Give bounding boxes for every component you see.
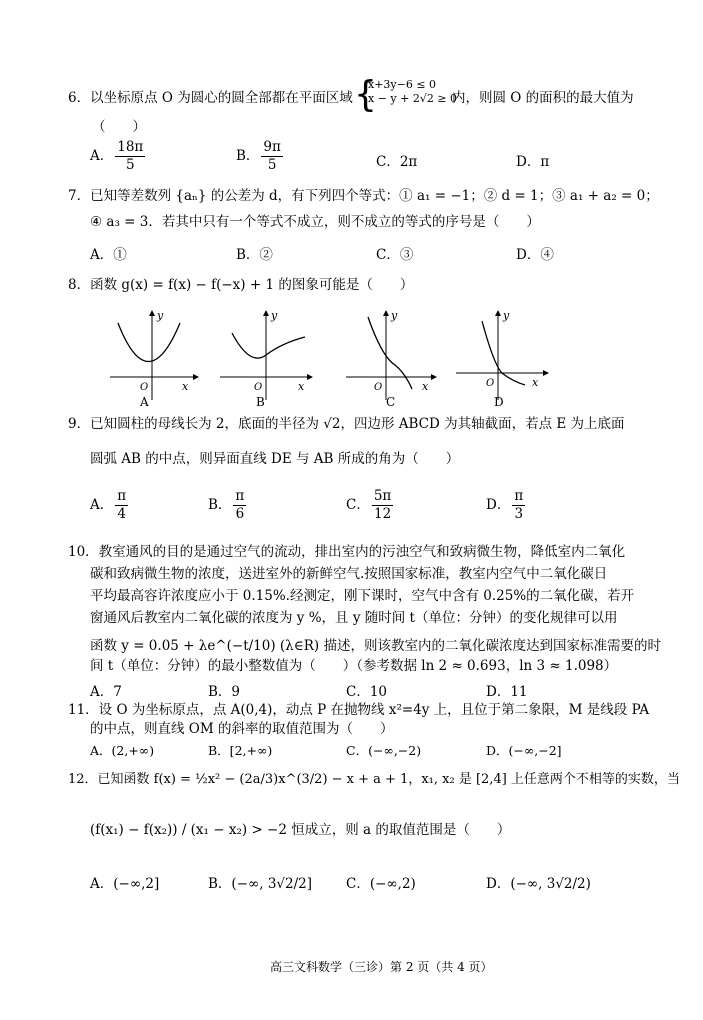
q8-graphs bbox=[100, 305, 560, 410]
q6-option-d-label: D． bbox=[516, 154, 541, 170]
q6-option-a[interactable] bbox=[90, 139, 147, 174]
q9-option-c-den: 12 bbox=[373, 506, 392, 522]
q6-option-b-label: B． bbox=[236, 148, 260, 164]
q7-line2: ④ a₃ = 3．若其中只有一个等式不成立，则不成立的等式的序号是（ ） bbox=[90, 214, 540, 230]
q6-system bbox=[368, 78, 457, 106]
graph-a-x-label: x bbox=[182, 380, 189, 393]
q6-option-b-den: 5 bbox=[267, 157, 277, 173]
q7-option-b[interactable]: B．② bbox=[236, 247, 273, 263]
q9-option-a[interactable] bbox=[90, 488, 130, 523]
graph-a-y-label: y bbox=[157, 309, 164, 322]
graph-b-x-label: x bbox=[298, 380, 305, 393]
q7-option-a[interactable]: A．① bbox=[90, 247, 127, 263]
q6-sys-line1: x+3y−6 ≤ 0 bbox=[368, 78, 437, 91]
q6-option-c-label: C． bbox=[376, 154, 400, 170]
q6-option-a-num: 18π bbox=[117, 139, 144, 155]
q7-option-c[interactable]: C．③ bbox=[376, 247, 414, 263]
page-footer: 高三文科数学（三诊）第 2 页（共 4 页） bbox=[270, 960, 493, 974]
graph-a[interactable] bbox=[110, 309, 198, 409]
q11-line1: 11．设 O 为坐标原点，点 A(0,4)，动点 P 在抛物线 x²=4y 上，且位于第二象限，M 是线段 PA bbox=[68, 702, 650, 718]
q12-option-d[interactable]: D．(−∞, 3√2/2) bbox=[486, 876, 591, 892]
graph-d[interactable] bbox=[456, 309, 548, 409]
q9-option-d[interactable] bbox=[486, 488, 527, 523]
q9-option-b-label: B． bbox=[208, 497, 232, 513]
graph-d-origin: O bbox=[486, 378, 495, 389]
q11-option-c[interactable]: C．(−∞,−2) bbox=[346, 743, 422, 758]
q12-line1: 12．已知函数 f(x) = ½x² − (2a/3)x^(3/2) − x + a + 1，x₁, x₂ 是 [2,4] 上任意两个不相等的实数，当 bbox=[68, 772, 680, 787]
q10-line3: 平均最高容许浓度应小于 0.15%.经测定，刚下课时，空气中含有 0.25%的二氧化碳，若开 bbox=[90, 588, 635, 604]
q10-line2: 碳和致病微生物的浓度，送进室外的新鲜空气.按照国家标准，教室内空气中二氧化碳日 bbox=[90, 566, 608, 582]
graph-b-y-label: y bbox=[271, 309, 278, 322]
q10-line4: 窗通风后教室内二氧化碳的浓度为 y %，且 y 随时间 t（单位：分钟）的变化规律可以用 bbox=[90, 610, 618, 626]
q12-line2: (f(x₁) − f(x₂)) / (x₁ − x₂) > −2 恒成立，则 a 的取值范围是（ ） bbox=[90, 822, 511, 838]
q6-option-a-label: A． bbox=[90, 148, 114, 164]
q11-option-a[interactable]: A．(2,+∞) bbox=[90, 743, 155, 758]
q9-option-c-num: 5π bbox=[373, 488, 392, 504]
q11-line2: 的中点，则直线 OM 的斜率的取值范围为（ ） bbox=[90, 721, 394, 737]
q9-option-c-label: C． bbox=[346, 497, 370, 513]
q9-option-c[interactable] bbox=[346, 488, 395, 523]
q9-option-b[interactable] bbox=[208, 488, 248, 523]
q6-option-b-num: 9π bbox=[263, 139, 281, 155]
q7-line1: 7．已知等差数列 {aₙ} 的公差为 d，有下列四个等式：① a₁ = −1；② d = 1；③ a₁ + a₂ = 0； bbox=[68, 188, 659, 204]
q6-option-d[interactable] bbox=[516, 150, 549, 170]
graph-a-label: A bbox=[140, 395, 149, 409]
brace-icon: { bbox=[354, 74, 377, 115]
q8-stem: 8．函数 g(x) = f(x) − f(−x) + 1 的图象可能是（ ） bbox=[68, 277, 414, 293]
graph-c-origin: O bbox=[374, 382, 383, 393]
q9-option-a-den: 4 bbox=[117, 506, 126, 522]
q7-option-d[interactable]: D．④ bbox=[516, 247, 554, 263]
q6-option-c[interactable] bbox=[376, 150, 417, 170]
q6-paren: （ ） bbox=[92, 119, 146, 135]
q10-option-d[interactable]: D．11 bbox=[486, 684, 528, 700]
q9-option-a-num: π bbox=[117, 488, 127, 504]
graph-b-origin: O bbox=[254, 382, 263, 393]
q11-option-b[interactable]: B．[2,+∞) bbox=[208, 743, 273, 758]
q9-option-a-label: A． bbox=[90, 497, 114, 513]
q9-option-d-num: π bbox=[514, 488, 524, 504]
q10-line6: 间 t（单位：分钟）的最小整数值为（ ）（参考数据 ln 2 ≈ 0.693，ln 3 ≈ 1.098） bbox=[90, 658, 618, 674]
graph-c-x-label: x bbox=[422, 380, 429, 393]
q10-line1: 10．教室通风的目的是通过空气的流动，排出室内的污浊空气和致病微生物，降低室内二氧化 bbox=[68, 544, 626, 560]
q6-sys-line2: x − y + 2√2 ≥ 0 bbox=[368, 92, 458, 105]
q10-option-a[interactable]: A．7 bbox=[90, 684, 122, 700]
q6-stem-a: 6．以坐标原点 O 为圆心的圆全部都在平面区域 bbox=[68, 90, 353, 106]
graph-d-y-label: y bbox=[503, 309, 510, 322]
q6-option-a-den: 5 bbox=[125, 157, 135, 173]
q12-option-c[interactable]: C．(−∞,2) bbox=[346, 876, 416, 892]
q10-line5: 函数 y = 0.05 + λe^(−t/10) (λ∈R) 描述，则该教室内的二氧化碳浓度达到国家标准需要的时 bbox=[90, 638, 661, 654]
graph-b-label: B bbox=[256, 395, 265, 409]
graph-c-y-label: y bbox=[391, 309, 398, 322]
graph-d-label: D bbox=[494, 395, 504, 409]
graph-d-x-label: x bbox=[532, 376, 539, 389]
q9-option-d-den: 3 bbox=[514, 506, 524, 522]
graph-c-label: C bbox=[386, 395, 396, 409]
graph-b[interactable] bbox=[220, 309, 312, 409]
q10-option-b[interactable]: B．9 bbox=[208, 684, 241, 700]
q6-option-b[interactable] bbox=[236, 139, 285, 174]
q12-option-a[interactable]: A．(−∞,2] bbox=[90, 876, 160, 892]
q9-option-b-num: π bbox=[235, 488, 245, 504]
q9-line2: 圆弧 AB 的中点，则异面直线 DE 与 AB 所成的角为（ ） bbox=[90, 451, 460, 467]
q6-stem-b: 内，则圆 O 的面积的最大值为 bbox=[452, 90, 634, 106]
q11-option-d[interactable]: D．(−∞,−2] bbox=[486, 743, 562, 758]
graph-a-origin: O bbox=[140, 382, 149, 393]
q10-option-c[interactable]: C．10 bbox=[346, 684, 388, 700]
q12-option-b[interactable]: B．(−∞, 3√2/2] bbox=[208, 876, 313, 892]
q6-option-d-text: π bbox=[540, 154, 550, 170]
q9-line1: 9．已知圆柱的母线长为 2，底面的半径为 √2，四边形 ABCD 为其轴截面，若点 E 为上底面 bbox=[68, 416, 625, 432]
q9-option-d-label: D． bbox=[486, 497, 511, 513]
q6-option-c-text: 2π bbox=[399, 154, 418, 170]
graph-c[interactable] bbox=[346, 309, 436, 409]
q9-option-b-den: 6 bbox=[235, 506, 245, 522]
